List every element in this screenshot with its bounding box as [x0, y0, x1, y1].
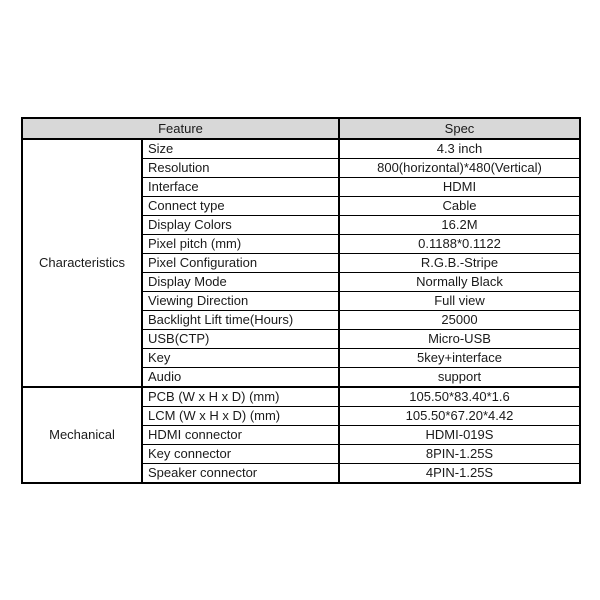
feature-cell: Speaker connector	[142, 464, 339, 484]
table-header	[22, 118, 580, 139]
feature-cell: Key connector	[142, 445, 339, 464]
spec-cell: 5key+interface	[339, 349, 580, 368]
spec-cell: HDMI	[339, 178, 580, 197]
feature-cell: Resolution	[142, 159, 339, 178]
feature-cell: Pixel Configuration	[142, 254, 339, 273]
spec-cell: Normally Black	[339, 273, 580, 292]
feature-cell: Pixel pitch (mm)	[142, 235, 339, 254]
spec-cell: HDMI-019S	[339, 426, 580, 445]
feature-cell: Interface	[142, 178, 339, 197]
spec-cell: support	[339, 368, 580, 388]
feature-cell: PCB (W x H x D) (mm)	[142, 387, 339, 407]
spec-cell: Full view	[339, 292, 580, 311]
feature-column-header: Feature	[22, 118, 339, 139]
feature-cell: USB(CTP)	[142, 330, 339, 349]
table-body	[22, 139, 580, 483]
table-row	[22, 139, 580, 159]
spec-cell: 4.3 inch	[339, 139, 580, 159]
group-cell-mechanical: Mechanical	[22, 387, 142, 483]
spec-table	[21, 117, 581, 484]
spec-cell: Micro-USB	[339, 330, 580, 349]
spec-cell: 16.2M	[339, 216, 580, 235]
group-cell-characteristics: Characteristics	[22, 139, 142, 387]
feature-cell: Audio	[142, 368, 339, 388]
feature-cell: Key	[142, 349, 339, 368]
feature-cell: Display Colors	[142, 216, 339, 235]
spec-cell: Cable	[339, 197, 580, 216]
spec-cell: 105.50*67.20*4.42	[339, 407, 580, 426]
feature-cell: LCM (W x H x D) (mm)	[142, 407, 339, 426]
feature-cell: Display Mode	[142, 273, 339, 292]
spec-cell: 800(horizontal)*480(Vertical)	[339, 159, 580, 178]
spec-cell: 0.1188*0.1122	[339, 235, 580, 254]
feature-cell: HDMI connector	[142, 426, 339, 445]
spec-cell: R.G.B.-Stripe	[339, 254, 580, 273]
feature-cell: Size	[142, 139, 339, 159]
spec-cell: 4PIN-1.25S	[339, 464, 580, 484]
feature-cell: Connect type	[142, 197, 339, 216]
spec-column-header: Spec	[339, 118, 580, 139]
spec-cell: 8PIN-1.25S	[339, 445, 580, 464]
header-row	[22, 118, 580, 139]
spec-cell: 25000	[339, 311, 580, 330]
table-row	[22, 387, 580, 407]
spec-cell: 105.50*83.40*1.6	[339, 387, 580, 407]
feature-cell: Viewing Direction	[142, 292, 339, 311]
feature-cell: Backlight Lift time(Hours)	[142, 311, 339, 330]
